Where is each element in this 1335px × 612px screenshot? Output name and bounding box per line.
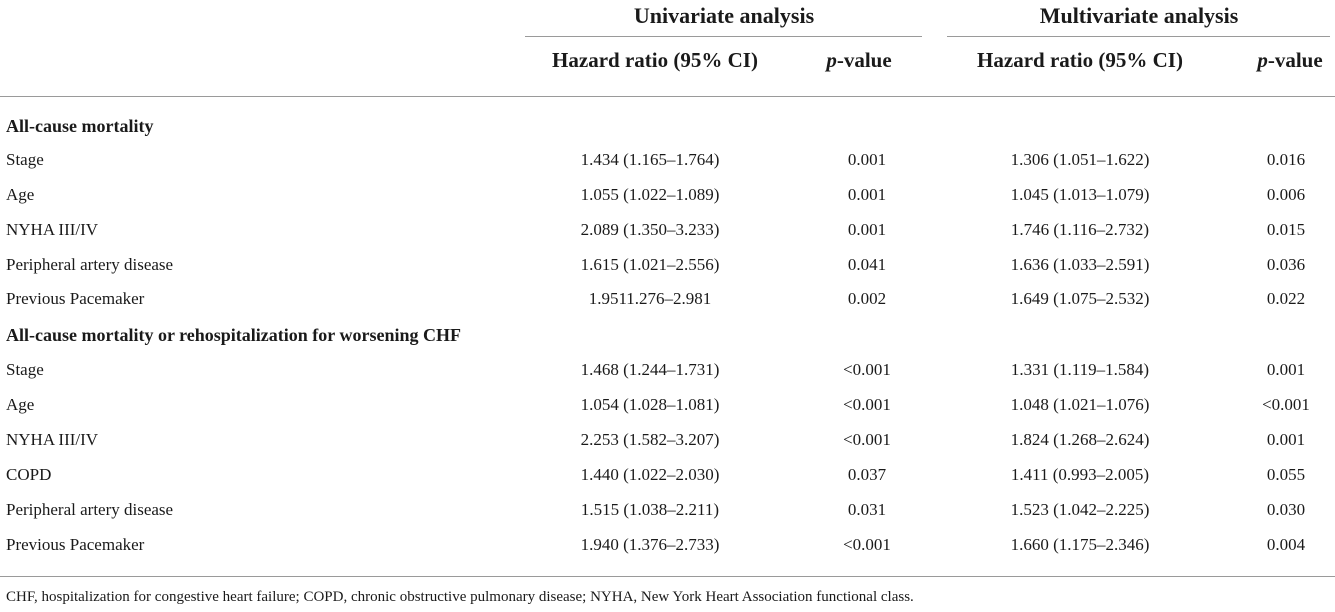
multi-p: 0.004 — [1266, 535, 1306, 554]
uni-p: 0.001 — [847, 150, 887, 169]
multi-p: 0.015 — [1266, 220, 1306, 239]
p-italic: p — [1257, 48, 1268, 72]
univariate-underline — [525, 36, 922, 37]
table-row — [0, 465, 1335, 491]
uni-hr: 1.940 (1.376–2.733) — [580, 535, 720, 554]
table-row — [0, 535, 1335, 561]
uni-hr: 1.468 (1.244–1.731) — [580, 360, 720, 379]
table-row — [0, 430, 1335, 456]
multi-p: 0.001 — [1266, 430, 1306, 449]
uni-p: 0.001 — [847, 220, 887, 239]
header-divider — [0, 96, 1335, 97]
multi-hr: 1.331 (1.119–1.584) — [1010, 360, 1150, 379]
table-row — [0, 500, 1335, 526]
multi-hr: 1.636 (1.033–2.591) — [1010, 255, 1150, 274]
uni-p: <0.001 — [843, 430, 891, 449]
multivariate-header: Multivariate analysis — [1039, 3, 1239, 28]
multi-hr: 1.411 (0.993–2.005) — [1010, 465, 1150, 484]
row-label: NYHA III/IV — [6, 430, 99, 449]
uni-p-value-header — [826, 48, 891, 73]
row-label: NYHA III/IV — [6, 220, 99, 239]
multi-hr: 1.660 (1.175–2.346) — [1010, 535, 1150, 554]
uni-p: <0.001 — [843, 535, 891, 554]
multi-p: 0.036 — [1266, 255, 1306, 274]
footer-divider — [0, 576, 1335, 577]
uni-hr: 2.089 (1.350–3.233) — [580, 220, 720, 239]
table-row — [0, 360, 1335, 386]
multi-p: 0.016 — [1266, 150, 1306, 169]
uni-hr: 1.515 (1.038–2.211) — [580, 500, 720, 519]
multi-p: <0.001 — [1262, 395, 1310, 414]
footnote: CHF, hospitalization for congestive heart failure; COPD, chronic obstructive pulmonary disease; NYHA, New York Heart Association functional class. — [6, 589, 914, 605]
multi-hr: 1.306 (1.051–1.622) — [1010, 150, 1150, 169]
uni-hr: 1.615 (1.021–2.556) — [580, 255, 720, 274]
uni-hr: 1.054 (1.028–1.081) — [580, 395, 720, 414]
multi-hr: 1.048 (1.021–1.076) — [1010, 395, 1150, 414]
uni-p: 0.031 — [847, 500, 887, 519]
uni-hr: 1.9511.276–2.981 — [588, 289, 712, 308]
multi-p: 0.055 — [1266, 465, 1306, 484]
uni-p: 0.041 — [847, 255, 887, 274]
multi-p: 0.022 — [1266, 289, 1306, 308]
multi-hr: 1.824 (1.268–2.624) — [1010, 430, 1150, 449]
row-label: Previous Pacemaker — [6, 289, 145, 308]
section-title: All-cause mortality or rehospitalization for worsening CHF — [6, 325, 461, 345]
uni-hr: 1.055 (1.022–1.089) — [580, 185, 720, 204]
p-rest: -value — [836, 48, 892, 72]
multi-p: 0.001 — [1266, 360, 1306, 379]
table-row — [0, 395, 1335, 421]
p-italic: p — [826, 48, 837, 72]
multi-hr: 1.045 (1.013–1.079) — [1010, 185, 1150, 204]
uni-hr: 1.440 (1.022–2.030) — [580, 465, 720, 484]
multivariate-underline — [947, 36, 1330, 37]
row-label: Stage — [6, 360, 44, 379]
row-label: Peripheral artery disease — [6, 255, 174, 274]
multi-hr: 1.523 (1.042–2.225) — [1010, 500, 1150, 519]
section-title: All-cause mortality — [6, 116, 154, 136]
univariate-header: Univariate analysis — [633, 3, 815, 28]
uni-hr: 2.253 (1.582–3.207) — [580, 430, 720, 449]
row-label: Previous Pacemaker — [6, 535, 145, 554]
multi-hr: 1.746 (1.116–2.732) — [1010, 220, 1150, 239]
multi-hazard-ratio-header: Hazard ratio (95% CI) — [977, 48, 1183, 72]
row-label: COPD — [6, 465, 52, 484]
row-label: Age — [6, 395, 35, 414]
multi-p-value-header — [1257, 48, 1322, 73]
uni-p: <0.001 — [843, 360, 891, 379]
table-row — [0, 150, 1335, 176]
table-row — [0, 185, 1335, 211]
uni-hr: 1.434 (1.165–1.764) — [580, 150, 720, 169]
uni-p: <0.001 — [843, 395, 891, 414]
uni-hazard-ratio-header: Hazard ratio (95% CI) — [552, 48, 758, 72]
uni-p: 0.037 — [847, 465, 887, 484]
row-label: Peripheral artery disease — [6, 500, 174, 519]
table-row — [0, 289, 1335, 315]
row-label: Stage — [6, 150, 44, 169]
row-label: Age — [6, 185, 35, 204]
multi-hr: 1.649 (1.075–2.532) — [1010, 289, 1150, 308]
multi-p: 0.030 — [1266, 500, 1306, 519]
p-rest: -value — [1267, 48, 1323, 72]
uni-p: 0.002 — [847, 289, 887, 308]
uni-p: 0.001 — [847, 185, 887, 204]
multi-p: 0.006 — [1266, 185, 1306, 204]
table-row — [0, 220, 1335, 246]
table-row — [0, 255, 1335, 281]
